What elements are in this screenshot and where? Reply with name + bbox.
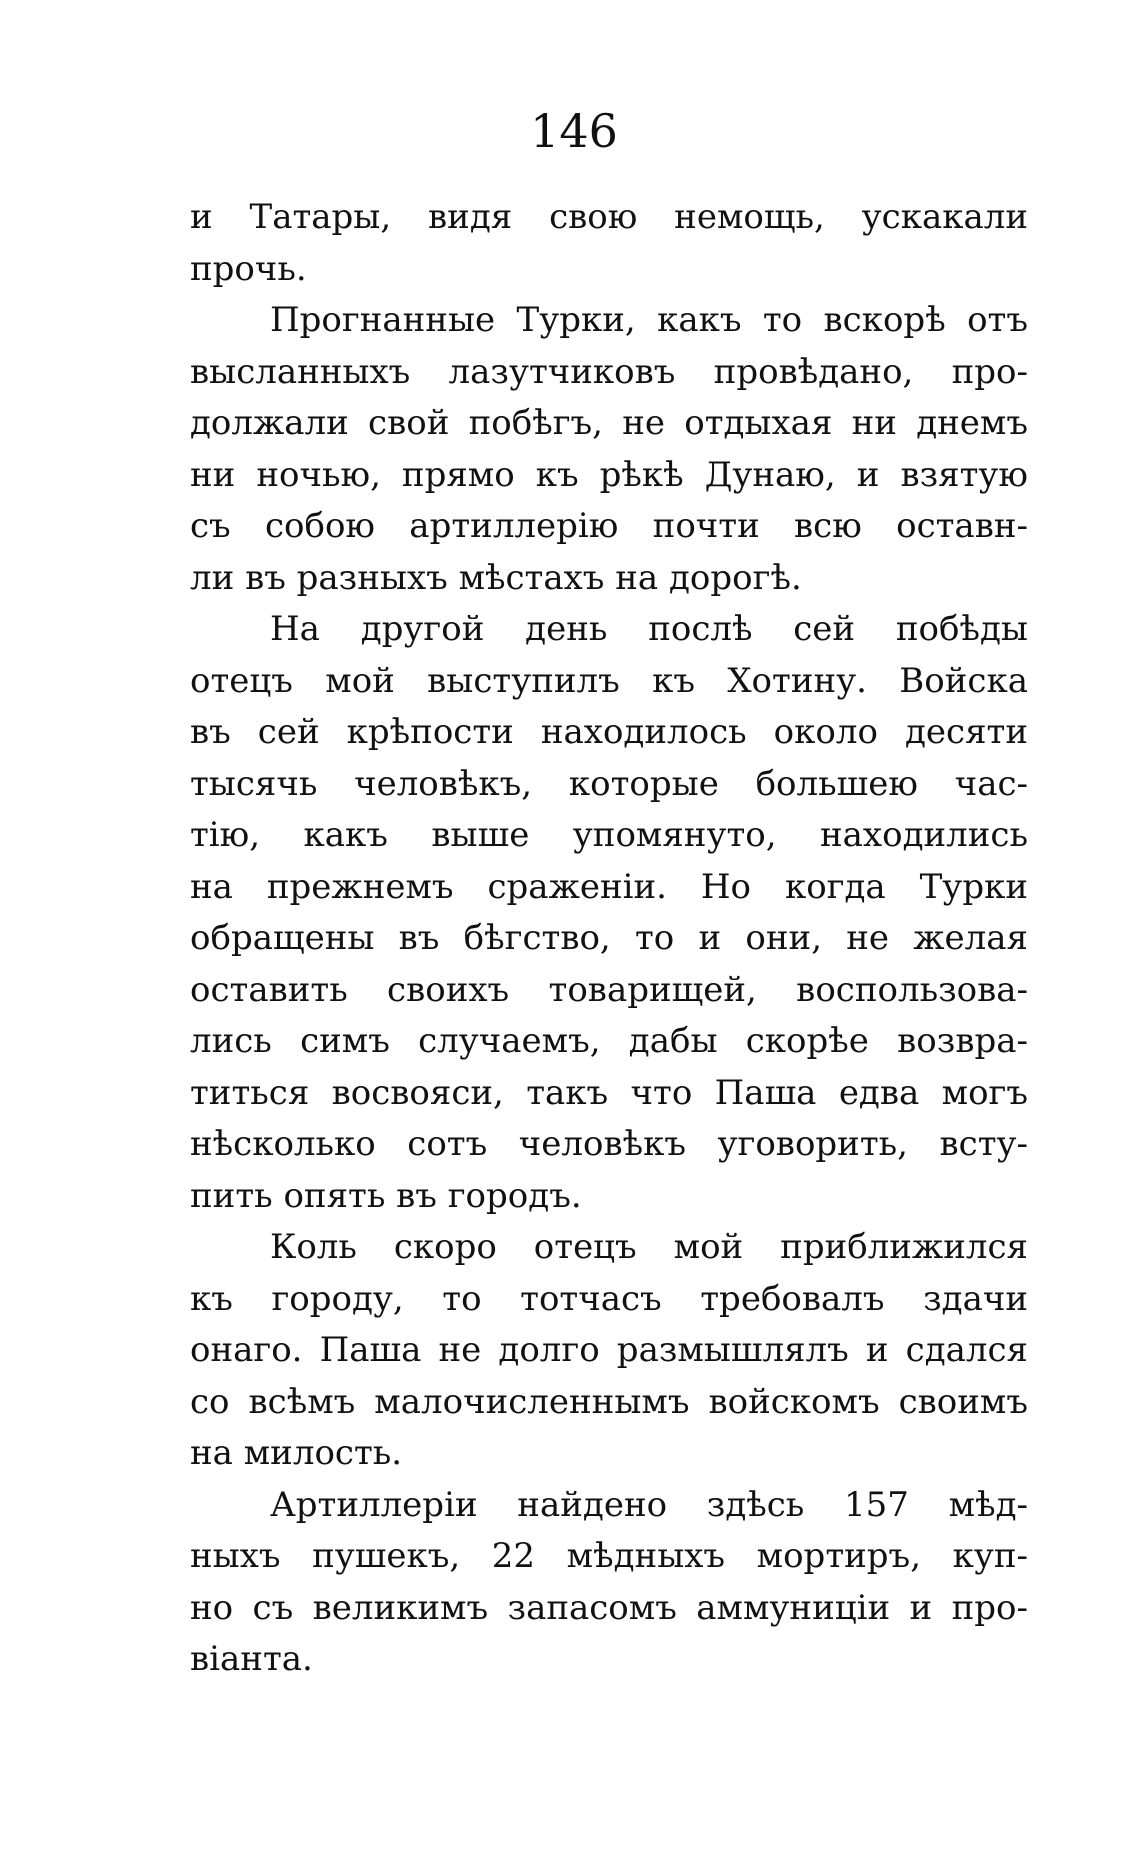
text-line: обращены въ бѣгство, то и они, не желая [190, 918, 1028, 958]
text-line: Прогнанные Турки, какъ то вскорѣ отъ [270, 300, 1028, 340]
paragraph-3 [190, 604, 1028, 1222]
text-line: Артиллеріи найдено здѣсь 157 мѣд- [270, 1484, 1028, 1525]
text-line: должали свой побѣгъ, не отдыхая ни днемъ [190, 403, 1028, 443]
text-line: высланныхъ лазутчиковъ провѣдано, про- [190, 351, 1028, 392]
text-line: тысячь человѣкъ, которые большею час- [190, 763, 1028, 804]
text-line: пить опять въ городъ. [190, 1175, 582, 1216]
text-line: съ собою артиллерію почти всю оставн- [190, 506, 1028, 546]
text-line: ли въ разныхъ мѣстахъ на дорогѣ. [190, 557, 802, 598]
text-line: къ городу, то тотчасъ требовалъ здачи [190, 1278, 1028, 1319]
page-number: 146 [530, 104, 618, 158]
paragraph-4 [190, 1222, 1028, 1480]
body-text [190, 192, 1028, 1686]
text-line: оставить своихъ товарищей, воспользова- [190, 969, 1028, 1010]
text-line: титься восвояси, такъ что Паша едва могъ [190, 1072, 1028, 1113]
text-line: віанта. [190, 1639, 313, 1679]
text-line: въ сей крѣпости находилось около десяти [190, 712, 1028, 752]
text-line: прочь. [190, 248, 307, 289]
text-line: Коль скоро отецъ мой приближился [270, 1227, 1028, 1267]
text-line: тію, какъ выше упомянуто, находились [190, 815, 1028, 855]
text-line: На другой день послѣ сей побѣды [270, 609, 1028, 649]
text-line: и Татары, видя свою немощь, ускакали [190, 197, 1028, 237]
text-line: ни ночью, прямо къ рѣкѣ Дунаю, и взятую [190, 454, 1028, 495]
text-line: отецъ мой выступилъ къ Хотину. Войска [190, 660, 1028, 701]
text-line: лись симъ случаемъ, дабы скорѣе возвра- [190, 1021, 1028, 1061]
paragraph-2 [190, 295, 1028, 604]
text-line: ныхъ пушекъ, 22 мѣдныхъ мортиръ, куп- [190, 1536, 1028, 1576]
paragraph-1 [190, 192, 1028, 295]
text-line: нѣсколько сотъ человѣкъ уговорить, всту- [190, 1124, 1028, 1164]
text-line: но съ великимъ запасомъ аммуниціи и про- [190, 1587, 1028, 1628]
paragraph-5 [190, 1480, 1028, 1686]
text-line: на милость. [190, 1433, 403, 1473]
text-line: онаго. Паша не долго размышлялъ и сдался [190, 1330, 1028, 1370]
text-line: на прежнемъ сраженіи. Но когда Турки [190, 866, 1028, 907]
text-line: со всѣмъ малочисленнымъ войскомъ своимъ [190, 1381, 1028, 1422]
